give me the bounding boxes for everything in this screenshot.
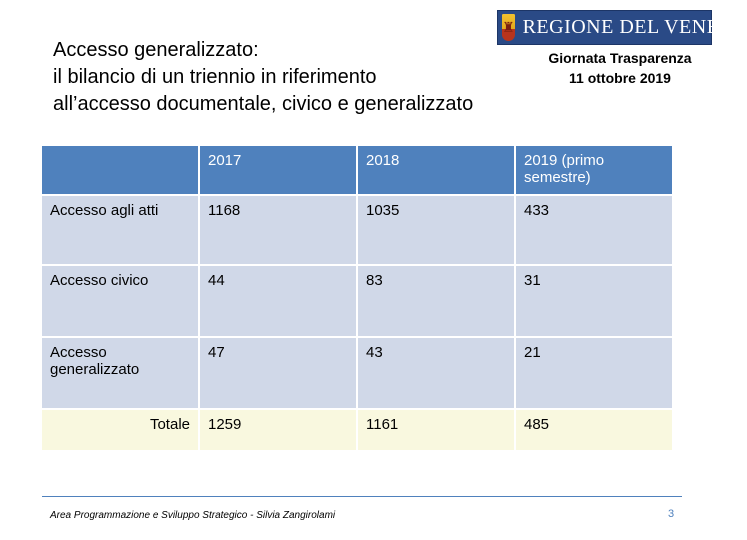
header-cell-2017: 2017 <box>200 146 358 196</box>
table-cell: 1168 <box>200 196 358 266</box>
table-row <box>42 196 674 266</box>
header-cell-2018: 2018 <box>358 146 516 196</box>
page-number: 3 <box>668 508 675 520</box>
lion-crest-icon: ♜ <box>502 14 515 41</box>
access-requests-table <box>42 146 674 452</box>
table-row <box>42 266 674 338</box>
total-cell: 1259 <box>200 410 358 452</box>
table-cell: 1035 <box>358 196 516 266</box>
table-cell: 47 <box>200 338 358 410</box>
table-row <box>42 338 674 410</box>
table-header-row <box>42 146 674 196</box>
total-label: Totale <box>42 410 200 452</box>
row-label: Accesso agli atti <box>42 196 200 266</box>
row-label: Accesso generalizzato <box>42 338 200 410</box>
slide-title <box>53 37 473 118</box>
title-line-1: Accesso generalizzato: <box>53 39 259 61</box>
footer-credit: Area Programmazione e Sviluppo Strategico - Silvia Zangirolami <box>50 510 336 521</box>
table-cell: 21 <box>516 338 674 410</box>
event-date: 11 ottobre 2019 <box>569 70 671 86</box>
logo-text: REGIONE DEL VENETO <box>522 16 747 38</box>
header-cell-2019: 2019 (primo semestre) <box>516 146 674 196</box>
event-label <box>530 48 710 88</box>
title-line-3: all’accesso documentale, civico e generalizzato <box>53 93 474 115</box>
table-cell: 83 <box>358 266 516 338</box>
row-label: Accesso civico <box>42 266 200 338</box>
total-cell: 1161 <box>358 410 516 452</box>
total-cell: 485 <box>516 410 674 452</box>
event-name: Giornata Trasparenza <box>548 50 692 66</box>
footer-divider <box>42 496 682 497</box>
table-cell: 44 <box>200 266 358 338</box>
regione-veneto-logo <box>497 10 747 45</box>
total-row <box>42 410 674 452</box>
table-cell: 433 <box>516 196 674 266</box>
title-line-2: il bilancio di un triennio in riferimento <box>53 66 377 88</box>
table-cell: 43 <box>358 338 516 410</box>
table-cell: 31 <box>516 266 674 338</box>
header-cell-empty <box>42 146 200 196</box>
